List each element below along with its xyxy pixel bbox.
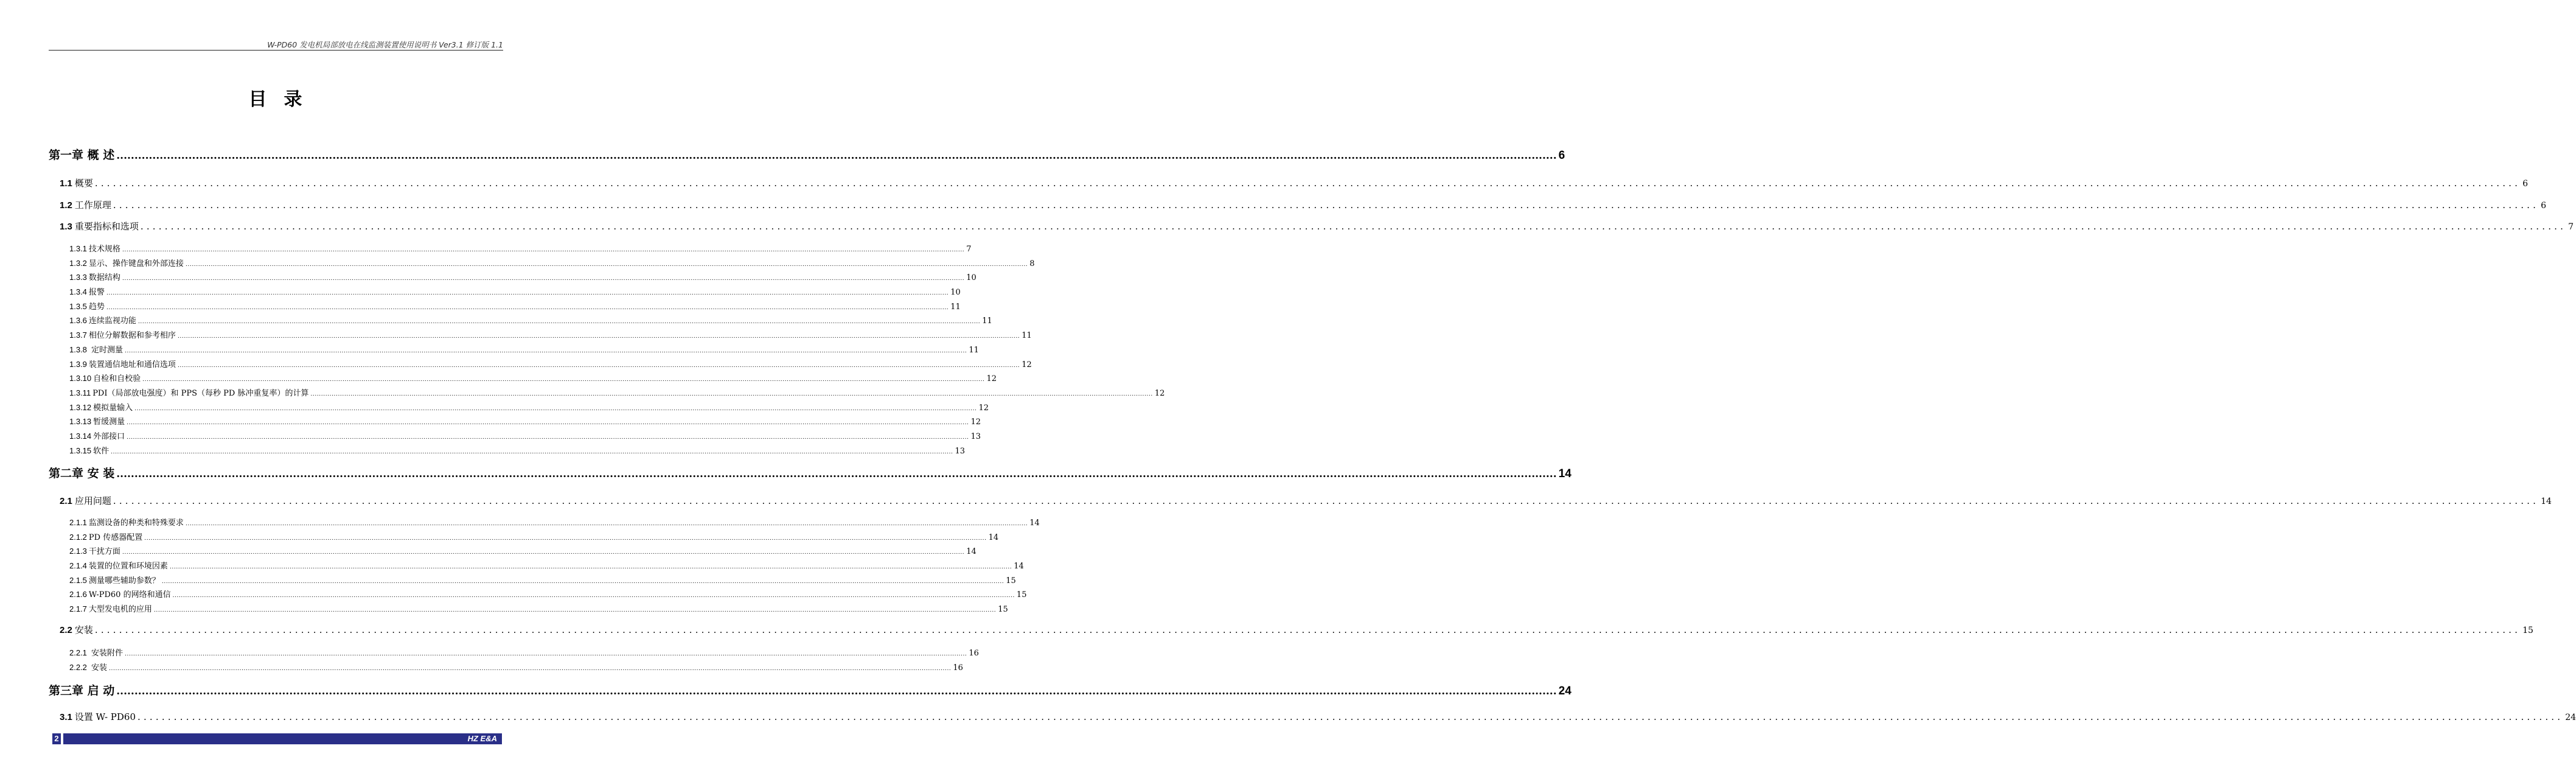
toc-leader: ................................................................................................................................................................................................................................................................................................................................................................................................................: [177, 363, 1020, 369]
toc-page: 15: [1006, 576, 1016, 585]
toc-subsection-1-3-2[interactable]: [69, 257, 1035, 268]
toc-leader: ................................................................................................................................................................................................................................................................................................................................................................................................................: [106, 305, 949, 311]
toc-page: 16: [969, 649, 979, 658]
toc-number: 1.3.12: [69, 403, 92, 412]
toc-label: 暂缓测量: [93, 417, 125, 427]
toc-leader: ................................................................................................................................................................................................................................................................................................................................................................................................................: [94, 624, 2521, 635]
toc-page: 14: [1014, 562, 1024, 571]
toc-number: 2.1.4: [69, 561, 87, 570]
toc-page: 11: [950, 302, 961, 312]
toc-subsection-2-1-4[interactable]: [69, 559, 1024, 571]
toc-leader: ................................................................................................................................................................................................................................................................................................................................................................................................................: [140, 221, 2567, 232]
toc-number: 1.3.9: [69, 360, 87, 369]
toc-number: 1.3.10: [69, 374, 92, 383]
toc-page: 6: [2522, 179, 2529, 189]
toc-subsection-2-1-1[interactable]: [69, 516, 1040, 528]
toc-leader: ................................................................................................................................................................................................................................................................................................................................................................................................................: [125, 651, 967, 657]
toc-page: 14: [966, 547, 976, 556]
toc-label: 大型发电机的应用: [88, 605, 152, 614]
toc-label: 软件: [93, 447, 110, 456]
toc-label: 连续监视功能: [88, 316, 136, 326]
toc-label: 显示、操作键盘和外部连接: [88, 259, 184, 268]
header-rule: [49, 50, 503, 51]
toc-leader: ................................................................................................................................................................................................................................................................................................................................................................................................................: [113, 495, 2539, 506]
toc-page: 13: [955, 447, 966, 456]
toc-leader: ................................................................................................................................................................................................................................................................................................................................................................................................................: [177, 334, 1020, 340]
toc-page: 13: [970, 432, 981, 441]
toc-number: 1.3.1: [69, 244, 87, 253]
toc-label: 设置 W- PD60: [74, 711, 136, 722]
toc-page: 24: [2565, 713, 2576, 722]
toc-leader: ................................................................................................................................................................................................................................................................................................................................................................................................................: [134, 406, 977, 412]
toc-leader: ................................................................................................................................................................................................................................................................................................................................................................................................................: [116, 468, 1557, 480]
toc-label: 干扰方面: [88, 547, 120, 556]
toc-subsection-2-1-5[interactable]: [69, 574, 1016, 585]
toc-subsection-2-1-3[interactable]: [69, 545, 976, 556]
toc-page: 16: [953, 663, 963, 672]
toc-subsection-1-3-10[interactable]: [69, 372, 997, 383]
toc-number: 1.3.15: [69, 446, 92, 455]
toc-section-1-1[interactable]: [60, 176, 2529, 189]
toc-number: 1.3.6: [69, 316, 87, 325]
toc-number: 1.3.2: [69, 259, 87, 268]
toc-page: 12: [1022, 360, 1032, 369]
toc-label: W-PD60 的网络和通信: [88, 590, 171, 599]
toc-label: 工作原理: [74, 200, 111, 211]
toc-number: 2.1.5: [69, 576, 87, 585]
toc-leader: ................................................................................................................................................................................................................................................................................................................................................................................................................: [109, 666, 952, 672]
toc-label: 装置的位置和环境因素: [88, 562, 168, 571]
toc-leader: ................................................................................................................................................................................................................................................................................................................................................................................................................: [122, 550, 965, 556]
toc-label: 重要指标和选项: [74, 221, 139, 232]
running-header: W-PD60 发电机局部放电在线监测装置使用说明书 Ver3.1 修订版 1.1: [267, 40, 503, 49]
toc-label: 技术规格: [88, 245, 120, 254]
toc-page: 15: [998, 605, 1008, 614]
toc-label: 报警: [88, 288, 105, 297]
toc-subsection-1-3-15[interactable]: [69, 444, 966, 456]
toc-subsection-1-3-7[interactable]: [69, 329, 1032, 340]
toc-page: 14: [2541, 497, 2552, 506]
toc-leader: ................................................................................................................................................................................................................................................................................................................................................................................................................: [111, 449, 953, 455]
toc-page: 6: [2541, 201, 2547, 211]
toc-label: PDI（局部放电强度）和 PPS（每秒 PD 脉冲重复率）的计算: [92, 389, 309, 398]
toc-number: 2.2.2: [69, 663, 87, 672]
toc-label: 应用问题: [74, 495, 111, 506]
toc-label: 自检和自校验: [93, 374, 141, 383]
toc-label: 安装: [88, 663, 108, 672]
toc-page: 8: [1029, 259, 1035, 268]
toc-section-1-3[interactable]: [60, 220, 2574, 232]
toc-leader: ................................................................................................................................................................................................................................................................................................................................................................................................................: [153, 607, 997, 613]
toc-subsection-2-1-6[interactable]: [69, 588, 1027, 599]
toc-number: 1.3.7: [69, 330, 87, 340]
toc-subsection-1-3-9[interactable]: [69, 358, 1032, 369]
toc-number: 2.2.1: [69, 648, 87, 657]
footer-bar: [63, 733, 502, 744]
toc-label: 第三章 启 动: [49, 684, 115, 697]
toc-label: 装置通信地址和通信选项: [88, 360, 176, 369]
toc-chapter-3[interactable]: [49, 682, 1572, 698]
toc-page: 7: [2568, 222, 2574, 232]
toc-page: 11: [1022, 331, 1032, 340]
toc-page: 12: [970, 417, 981, 427]
toc-label: 模拟量输入: [93, 403, 133, 413]
page-title: 目录: [248, 89, 319, 110]
toc-leader: ................................................................................................................................................................................................................................................................................................................................................................................................................: [127, 420, 969, 426]
toc-page: 14: [1558, 467, 1572, 480]
toc-chapter-1[interactable]: [49, 146, 1565, 162]
toc-number: 1.1: [60, 178, 72, 189]
toc-leader: ................................................................................................................................................................................................................................................................................................................................................................................................................: [106, 290, 949, 296]
toc-leader: ................................................................................................................................................................................................................................................................................................................................................................................................................: [122, 247, 965, 253]
toc-number: 1.3: [60, 222, 72, 232]
toc-subsection-1-3-14[interactable]: [69, 430, 981, 441]
toc-leader: ................................................................................................................................................................................................................................................................................................................................................................................................................: [116, 150, 1557, 162]
toc-section-2-2[interactable]: [60, 623, 2533, 636]
toc-subsection-2-2-1[interactable]: [69, 646, 979, 658]
toc-number: 2.1.6: [69, 590, 87, 599]
toc-number: 1.3.8: [69, 345, 87, 354]
toc-leader: ................................................................................................................................................................................................................................................................................................................................................................................................................: [116, 685, 1557, 697]
toc-section-1-2[interactable]: [60, 198, 2547, 211]
toc-label: 安装: [74, 624, 93, 635]
toc-number: 1.3.14: [69, 431, 92, 441]
toc-section-3-1[interactable]: [60, 710, 2576, 723]
toc-page: 24: [1558, 685, 1572, 697]
toc-number: 2.1.1: [69, 518, 87, 527]
toc-label: 相位分解数据和参考相序: [88, 331, 176, 340]
toc-page: 10: [966, 273, 976, 282]
toc-number: 1.3.13: [69, 417, 92, 426]
toc-label: 安装附件: [88, 649, 124, 658]
toc-label: 监测设备的种类和特殊要求: [88, 519, 184, 528]
toc-page: 12: [978, 403, 989, 413]
toc-page: 14: [1029, 519, 1040, 528]
toc-leader: ................................................................................................................................................................................................................................................................................................................................................................................................................: [144, 536, 987, 542]
toc-leader: ................................................................................................................................................................................................................................................................................................................................................................................................................: [122, 276, 965, 282]
toc-subsection-1-3-8[interactable]: [69, 343, 979, 355]
toc-page: 14: [988, 533, 999, 542]
toc-subsection-1-3-6[interactable]: [69, 314, 992, 326]
toc-number: 1.3.5: [69, 302, 87, 311]
toc-leader: ................................................................................................................................................................................................................................................................................................................................................................................................................: [161, 579, 1004, 585]
toc-label: 第二章 安 装: [49, 467, 115, 480]
toc-page: 6: [1558, 149, 1565, 162]
toc-subsection-2-1-2[interactable]: [69, 531, 999, 542]
toc-page: 7: [966, 245, 972, 254]
toc-leader: ................................................................................................................................................................................................................................................................................................................................................................................................................: [94, 178, 2521, 189]
toc-number: 2.1.3: [69, 547, 87, 556]
toc-subsection-2-2-2[interactable]: [69, 661, 963, 672]
toc-number: 1.3.11: [69, 388, 91, 397]
toc-label: 数据结构: [88, 273, 120, 282]
toc-leader: ................................................................................................................................................................................................................................................................................................................................................................................................................: [138, 711, 2564, 722]
toc-number: 2.1: [60, 496, 72, 506]
toc-subsection-1-3-3[interactable]: [69, 271, 976, 282]
toc-label: 外部接口: [93, 432, 125, 441]
toc-subsection-1-3-13[interactable]: [69, 415, 981, 427]
toc-subsection-1-3-5[interactable]: [69, 300, 961, 312]
toc-number: 3.1: [60, 712, 72, 722]
toc-leader: ................................................................................................................................................................................................................................................................................................................................................................................................................: [138, 319, 981, 325]
toc-section-2-1[interactable]: [60, 494, 2552, 507]
toc-label: 概要: [74, 178, 93, 189]
toc-label: 趋势: [88, 302, 105, 312]
footer-page-number: 2: [52, 733, 61, 744]
toc-page: 15: [1016, 590, 1027, 599]
toc-leader: ................................................................................................................................................................................................................................................................................................................................................................................................................: [127, 435, 969, 441]
toc-label: 测量哪些辅助参数？: [88, 576, 160, 585]
toc-number: 1.3.3: [69, 273, 87, 282]
toc-number: 2.1.2: [69, 533, 87, 542]
toc-leader: ................................................................................................................................................................................................................................................................................................................................................................................................................: [113, 200, 2539, 211]
toc-leader: ................................................................................................................................................................................................................................................................................................................................................................................................................: [142, 377, 985, 383]
toc-subsection-1-3-4[interactable]: [69, 285, 961, 297]
toc-leader: ................................................................................................................................................................................................................................................................................................................................................................................................................: [185, 521, 1028, 527]
toc-subsection-1-3-12[interactable]: [69, 401, 989, 413]
toc-leader: ................................................................................................................................................................................................................................................................................................................................................................................................................: [172, 593, 1015, 599]
toc-subsection-1-3-11[interactable]: [69, 386, 1165, 398]
toc-leader: ................................................................................................................................................................................................................................................................................................................................................................................................................: [125, 348, 967, 354]
toc-page: 12: [1154, 389, 1165, 398]
toc-label: 第一章 概 述: [49, 148, 115, 162]
toc-page: 11: [969, 346, 979, 355]
footer-brand: HZ E&A: [467, 734, 497, 743]
toc-number: 1.2: [60, 200, 72, 211]
toc-page: 11: [982, 316, 992, 326]
toc-subsection-1-3-1[interactable]: [69, 242, 972, 254]
toc-leader: ................................................................................................................................................................................................................................................................................................................................................................................................................: [185, 262, 1028, 268]
toc-number: 1.3.4: [69, 287, 87, 296]
toc-number: 2.1.7: [69, 604, 87, 613]
toc-page: 10: [950, 288, 961, 297]
toc-label: 定时测量: [88, 346, 124, 355]
toc-page: 12: [986, 374, 997, 383]
toc-leader: ................................................................................................................................................................................................................................................................................................................................................................................................................: [169, 564, 1012, 570]
toc-leader: ................................................................................................................................................................................................................................................................................................................................................................................................................: [310, 391, 1153, 397]
toc-chapter-2[interactable]: [49, 464, 1572, 481]
toc-subsection-2-1-7[interactable]: [69, 603, 1008, 614]
toc-page: 15: [2522, 626, 2533, 635]
toc-label: PD 传感器配置: [88, 533, 143, 542]
toc-number: 2.2: [60, 625, 72, 635]
